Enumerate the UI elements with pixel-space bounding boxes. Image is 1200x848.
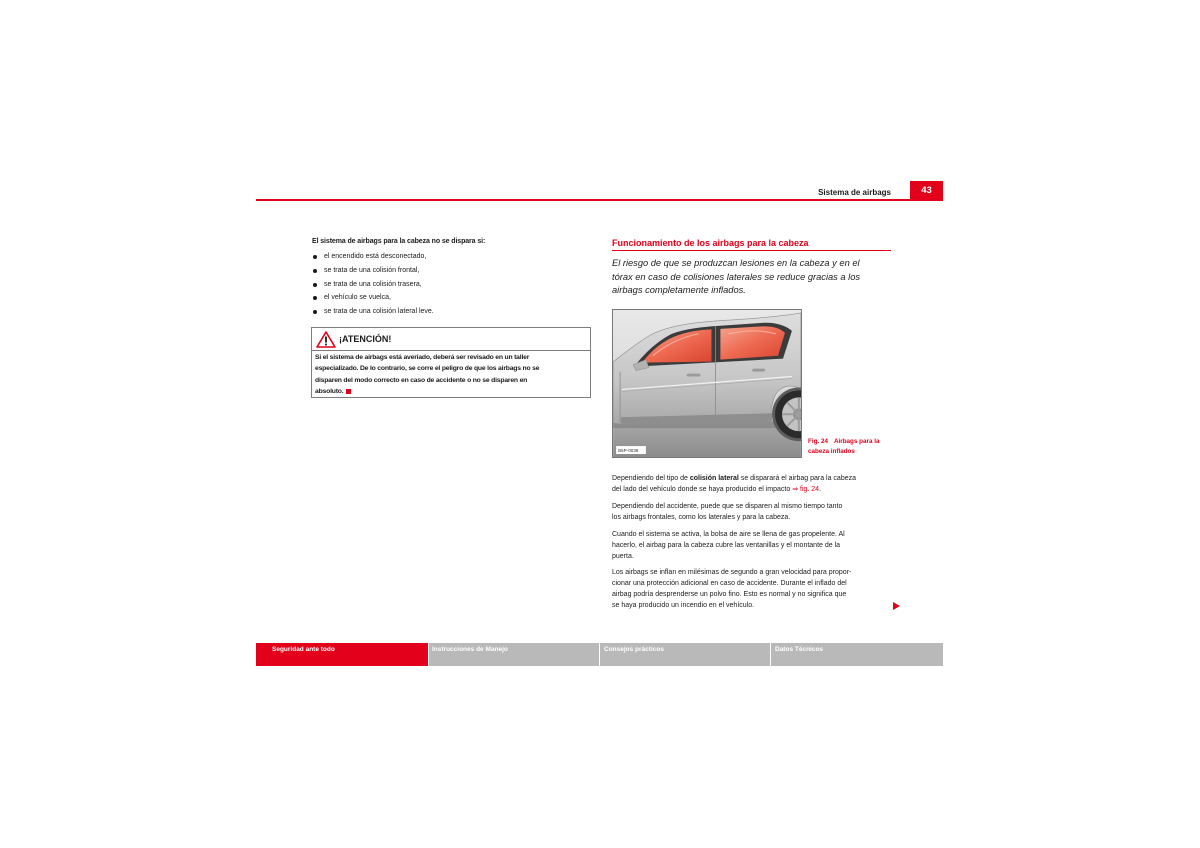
warning-title: ¡ATENCIÓN! xyxy=(339,334,392,344)
figure-reference-link[interactable]: ⇒ fig. 24 xyxy=(792,486,820,493)
paragraph xyxy=(612,501,842,523)
page-number: 43 xyxy=(910,181,943,201)
warning-line: especializado. De lo contrario, se corre el peligro de que los airbags no se xyxy=(315,365,540,373)
tab-consejos[interactable]: Consejos prácticos xyxy=(600,643,770,666)
warning-line-last xyxy=(315,386,589,397)
conditions-list xyxy=(312,250,590,319)
lead-line: airbags completamente inflados. xyxy=(612,285,746,295)
list-item-text: el encendido está desconectado, xyxy=(324,253,427,260)
figure-caption xyxy=(808,437,879,457)
warning-line: disparen del modo correcto en caso de accidente o no se disparen en xyxy=(315,376,528,384)
end-marker-icon xyxy=(346,389,351,394)
list-item xyxy=(312,305,590,319)
warning-header xyxy=(312,328,590,351)
list-item xyxy=(312,291,590,305)
heading-rule xyxy=(612,250,891,251)
list-item xyxy=(312,250,590,264)
caption-line: Airbags para la xyxy=(833,438,880,445)
car-side-illustration xyxy=(613,310,801,457)
lead-line: tórax en caso de colisiones laterales se reduce gracias a los xyxy=(612,271,861,282)
caption-line: cabeza inflados xyxy=(808,448,855,455)
bullet-icon xyxy=(313,269,317,273)
paragraph-line: puerta. xyxy=(612,553,634,560)
figure-label: Fig. 24 xyxy=(808,438,828,445)
header-rule xyxy=(256,199,910,201)
paragraph-text: se disparará el airbag para la cabeza xyxy=(738,475,857,482)
bullet-icon xyxy=(313,310,317,314)
list-item xyxy=(312,278,590,292)
figure-head-airbags xyxy=(612,309,802,458)
warning-line: absoluto. xyxy=(315,387,344,395)
paragraph-line: airbag podría desprenderse un polvo fino. Esto es normal y no significa que xyxy=(612,591,847,598)
paragraph-text: Dependiendo del tipo de xyxy=(612,475,690,482)
paragraph xyxy=(612,567,851,611)
bullet-icon xyxy=(313,296,317,300)
paragraph-text: . xyxy=(819,486,822,493)
warning-triangle-icon xyxy=(316,331,336,348)
list-item-text: el vehículo se vuelca, xyxy=(324,294,391,302)
warning-text xyxy=(315,352,589,397)
conditions-intro: El sistema de airbags para la cabeza no se dispara si: xyxy=(312,238,486,245)
next-page-arrow-icon[interactable] xyxy=(893,602,900,610)
paragraph-text: del lado del vehículo donde se haya producido el impacto xyxy=(612,486,793,493)
paragraph-line: Los airbags se inflan en milésimas de segundo a gran velocidad para propor- xyxy=(612,569,852,576)
paragraph xyxy=(612,529,845,562)
tab-datos-tecnicos[interactable]: Datos Técnicos xyxy=(771,643,943,666)
bullet-icon xyxy=(313,255,317,259)
section-heading: Funcionamiento de los airbags para la cabeza xyxy=(612,238,809,248)
paragraph-line: Dependiendo del accidente, puede que se disparen al mismo tiempo tanto xyxy=(612,503,843,510)
section-title: Sistema de airbags xyxy=(818,188,891,197)
paragraph xyxy=(612,473,856,495)
warning-box xyxy=(311,327,591,398)
bullet-icon xyxy=(313,283,317,287)
list-item xyxy=(312,264,590,278)
list-item-text: se trata de una colisión lateral leve. xyxy=(324,308,434,315)
tab-seguridad[interactable]: Seguridad ante todo xyxy=(256,643,428,666)
paragraph-line: hacerlo, el airbag para la cabeza cubre las ventanillas y el montante de la xyxy=(612,542,841,549)
lead-text xyxy=(612,257,860,298)
figure-code: B5P-0036 xyxy=(618,448,639,454)
warning-line: Si el sistema de airbags está averiado, deberá ser revisado en un taller xyxy=(315,354,530,361)
lead-line: El riesgo de que se produzcan lesiones en la cabeza y en el xyxy=(612,258,860,268)
paragraph-line: los airbags frontales, como los laterales y para la cabeza. xyxy=(612,514,791,521)
paragraph-line: Cuando el sistema se activa, la bolsa de aire se llena de gas propelente. Al xyxy=(612,531,845,538)
paragraph-line: se haya producido un incendio en el vehículo. xyxy=(612,602,755,609)
list-item-text: se trata de una colisión trasera, xyxy=(324,280,422,288)
paragraph-line: cionar una protección adicional en caso de accidente. Durante el inflado del xyxy=(612,580,847,587)
tab-instrucciones[interactable]: Instrucciones de Manejo xyxy=(429,643,599,666)
emphasis-text: colisión lateral xyxy=(689,475,739,482)
list-item-text: se trata de una colisión frontal, xyxy=(324,266,420,274)
